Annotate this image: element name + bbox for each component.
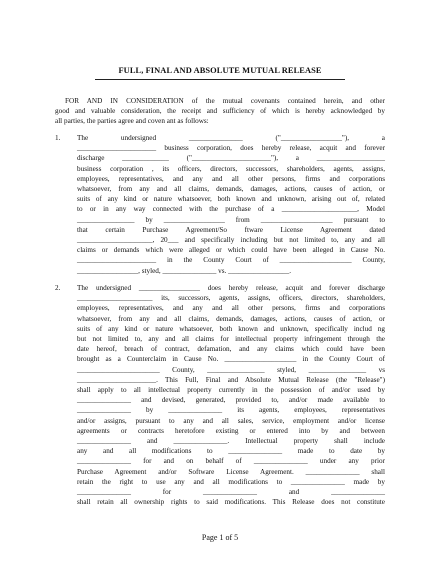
clause-line: _______________ by _______________ its agents, employees, representatives [77,406,385,415]
clause-line: but not limited to, any and all claims for intellectual property infringement through the [77,335,385,344]
title-divider [95,79,345,80]
clause-line: _______________ for and on behalf of _______________ under any prior [77,457,385,466]
clause-number: 2. [55,284,61,292]
clause-line: _____________________ its, successors, agents, assigns, officers, directors, shareholders, [77,294,385,303]
clause-2-body [77,283,385,507]
clause-line: _____________________, 20___ and specifically including but not limited to, any and all [77,236,385,245]
clause-line: business corporation , its officers, directors, successors, shareholders, agents, assigns, [77,164,385,173]
clause-line: Purchase Agreement and/or Software License Agreement. _______________ shall [77,467,385,476]
clause-line: date hereof, breach of contract, defamation, and any claims which could have been [77,345,385,354]
clause-line: ______________________. This Full, Final and Absolute Mutual Release (the "Release") [77,375,385,384]
clause-line: that certain Purchase Agreement/So ftware License Agreement dated [77,225,385,234]
clause-line: whatsoever, from any and all claims, demands, damages, actions, causes of action, or [77,185,385,194]
clause-line: _______________ and devised, generated, provided to, and/or made available to [77,396,385,405]
intro-line: all parties, the parties agree and coven ant as follows: [55,117,209,126]
clause-line: suits of any kind or nature whatsoever, both known and unknown, arising out of, related [77,195,385,204]
clause-line: discharge _____________ ("______________________"), a ___________________ [77,154,385,163]
clause-line: whatsoever, from any and all claims, demands, damages, actions, causes of action, or [77,314,385,323]
clause-line: ______________________ in the County Court of ____________________ County, [77,256,385,265]
clause-line: The undersigned _________________ does hereby release, acquit and forever discharge [77,284,385,292]
clause-line: shall apply to all intellectual property currently in the possession of and/or used by [77,386,385,395]
clause-line: to or in any way connected with the purchase of a _____________________, Model [77,205,385,214]
intro-line: FOR AND IN CONSIDERATION of the mutual covenants contained herein, and other [65,97,385,105]
clause-line: ________________ by _________________ from ____________________ pursuant to [77,215,385,224]
clause-line: agreements or contracts heretofore existing or entered into by and between [77,426,385,435]
clause-line: The undersigned _______________ ("_________________"), a [77,134,385,142]
clause-line: suits of any kind or nature whatsoever, both known and unknown, specifically includ ng [77,324,385,333]
document-title: FULL, FINAL AND ABSOLUTE MUTUAL RELEASE [118,66,322,75]
clause-line: retain the right to use any and all modifications to _______________ made by [77,477,385,486]
clause-line: brought as a Counterclaim in Cause No. ____________________ in the County Court of [77,355,385,364]
clause-line: any and all modifications to _______________ made to date by [77,447,385,456]
clause-line: ______________________ business corporation, does hereby release, acquit and forever [77,144,385,153]
clause-number: 1. [55,134,61,142]
clause-line: employees, representatives, and any and all other persons, firms and corporations [77,304,385,313]
clause-line: claims or demands which were alleged or which could have been alleged in Cause No. [77,246,385,255]
intro-paragraph [55,96,385,127]
clause-line: employees, representatives, and any and all other persons, firms and corporations [77,174,385,183]
clause-line: _______________________ County, ________________ styled, ________________ vs [77,365,385,374]
clause-line: _________________, styled, _______________ vs. _________________. [77,266,292,275]
intro-line: good and valuable consideration, the receipt and sufficiency of which is hereby acknowledged by [55,107,385,116]
clause-line: _______________ and _______________. Intellectual property shall include [77,437,385,446]
clause-line: shall retain all ownership rights to said modifications. This Release does not constitute [77,498,385,507]
clause-line: and/or assigns, pursuant to any and all sales, service, employment and/or license [77,416,385,425]
clause-line: _______________ for _______________ and _______________ [77,488,385,497]
clause-1-body [77,133,385,276]
page-number: Page 1 of 5 [201,533,239,542]
